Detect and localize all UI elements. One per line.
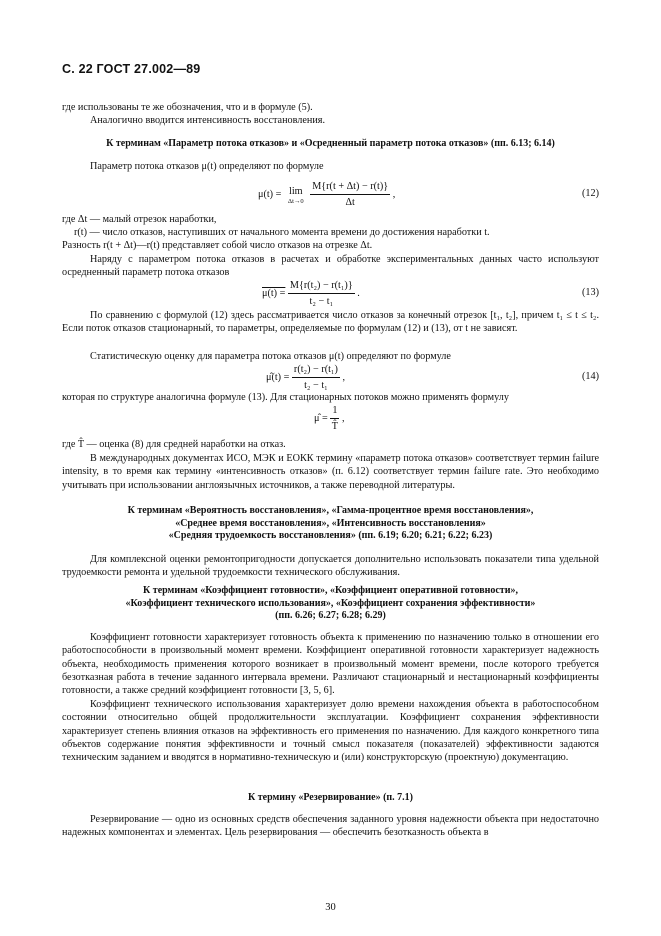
- paragraph-averaged: Наряду с параметром потока отказов в расчетах и обработке экспериментальных данных часто используют осредненный параметр потока отказов: [62, 254, 599, 279]
- formula-13-fraction: [288, 279, 355, 308]
- formula-stationary-numerator: 1: [330, 404, 339, 419]
- formula-14-denominator: t₂ − t₁: [304, 380, 328, 391]
- heading-availability-line-1: К терминам «Коэффициент готовности», «Коэффициент оперативной готовности»,: [143, 585, 518, 596]
- formula-14-fraction: [292, 363, 340, 392]
- page-number: 30: [325, 902, 336, 913]
- formula-13-lhs: μ(t) =: [262, 287, 286, 299]
- section-heading-flow: К терминам «Параметр потока отказов» и «Осредненный параметр потока отказов» (пп. 6.13; 6.14): [106, 138, 555, 149]
- limit-label: lim: [289, 185, 303, 197]
- section-heading-recovery: [62, 505, 599, 543]
- equation-number-14: (14): [582, 371, 599, 382]
- paragraph-repairability: Для комплексной оценки ремонтопригодности допускается дополнительно использовать показатели типа удельной трудоемкости ремонта и удельной трудоемкости технического обслуживания.: [62, 554, 599, 579]
- formula-12-punct: ,: [392, 188, 396, 200]
- intro-line-2: Аналогично вводится интенсивность восстановления.: [90, 115, 326, 126]
- paragraph-statistical: Статистическую оценку для параметра потока отказов μ(t) определяют по формуле: [90, 351, 451, 362]
- formula-14-lhs: μ̂(t) =: [266, 371, 290, 383]
- heading-availability-line-3: (пп. 6.26; 6.27; 6.28; 6.29): [275, 610, 386, 621]
- paragraph-structure: которая по структуре аналогична формуле (13). Для стационарных потоков можно применять формулу: [62, 392, 509, 403]
- formula-stationary-fraction: [330, 404, 339, 433]
- intro-line-1: где использованы те же обозначения, что и в формуле (5).: [62, 102, 313, 113]
- paragraph-availability: Коэффициент готовности характеризует готовность объекта к применению по назначению только в отношении его работоспособности в произвольный момент времени. Коэффициент оперативной готовности характеризует надежность объекта, необходимость применения которого возникает в произвольный момент времени, после которого требуется безотказная работа в течение заданного интервала времени. Различают стационарный и нестационарный коэффициенты готовности, а также средний коэффициент готовности [3, 5, 6].: [62, 632, 599, 697]
- formula-14: [266, 363, 345, 392]
- paragraph-redundancy: Резервирование — одно из основных средств обеспечения заданного уровня надежности объекта при недостаточно надежных компонентах и элементах. Цель резервирования — обеспечить безотказность объекта в: [62, 814, 599, 839]
- section-heading-availability: [62, 585, 599, 623]
- section-heading-redundancy: К термину «Резервирование» (п. 7.1): [247, 792, 414, 803]
- formula-14-punct: ,: [342, 371, 345, 383]
- heading-recovery-line-3: «Средняя трудоемкость восстановления» (пп. 6.19; 6.20; 6.21; 6.22; 6.23): [168, 530, 493, 541]
- where-line-1: где Δt — малый отрезок наработки,: [62, 214, 217, 225]
- where-line-4: где T̂ — оценка (8) для средней наработки на отказ.: [62, 439, 286, 450]
- formula-13-numerator: M{r(t₂) − r(t₁)}: [288, 279, 355, 294]
- where-line-2: r(t) — число отказов, наступивших от начального момента времени до достижения наработки t.: [74, 227, 490, 238]
- formula-12-numerator: M{r(t + Δt) − r(t)}: [310, 180, 390, 195]
- formula-stationary-lhs: μ̂ =: [314, 412, 328, 424]
- where-line-3: Разность r(t + Δt)—r(t) представляет собой число отказов на отрезке Δt.: [62, 240, 373, 251]
- equation-number-13: (13): [582, 287, 599, 298]
- formula-stationary: [314, 404, 345, 433]
- formula-14-numerator: r(t₂) − r(t₁): [292, 363, 340, 378]
- heading-availability-line-2: «Коэффициент технического использования», «Коэффициент сохранения эффективности»: [125, 597, 536, 609]
- heading-recovery-line-1: К терминам «Вероятность восстановления», «Гамма-процентное время восстановления»,: [127, 505, 534, 516]
- page-header: С. 22 ГОСТ 27.002—89: [62, 62, 201, 76]
- formula-12-lhs: μ(t) =: [258, 188, 282, 200]
- paragraph-technical-use: Коэффициент технического использования характеризует долю времени нахождения объекта в работоспособном состоянии относительно общей продолжительности эксплуатации. Коэффициент сохранения эффективности характеризует степень влияния отказов на эффективность его применения по назначению. Для каждого конкретного типа объектов содержание понятия эффективности и точный смысл показателя (показателей) эффективности задаются техническим заданием и вводятся в нормативно-техническую и (или) конструкторскую (проектную) документацию.: [62, 699, 599, 764]
- formula-12-denominator: Δt: [345, 197, 355, 208]
- paragraph-international: В международных документах ИСО, МЭК и ЕОКК термину «параметр потока отказов» соответствует термин failure intensity, в то время как термину «интенсивность отказов» (п. 6.12) соответствует термин failure rate. Это необходимо учитывать при использовании англоязычных источников, а также переводной литературы.: [62, 453, 599, 491]
- paragraph-compare: По сравнению с формулой (12) здесь рассматривается число отказов за конечный отрезок [t₁, t₂], причем t₁ ≤ t ≤ t₂. Если поток отказов стационарный, то параметры, определяемые по формулам (12) и (13), от t не зависят.: [62, 310, 599, 335]
- formula-12: [258, 180, 395, 209]
- formula-13-denominator: t₂ − t₁: [309, 296, 334, 307]
- formula-13: [262, 279, 360, 308]
- paragraph-mu-definition: Параметр потока отказов μ(t) определяют по формуле: [90, 161, 324, 172]
- limit-operator: [288, 185, 304, 205]
- formula-13-punct: .: [357, 287, 360, 299]
- formula-stationary-denominator: T̂: [331, 421, 338, 432]
- formula-stationary-punct: ,: [341, 412, 345, 424]
- limit-subscript: Δt→0: [287, 197, 304, 205]
- heading-recovery-line-2: «Среднее время восстановления», «Интенсивность восстановления»: [175, 517, 486, 529]
- equation-number-12: (12): [582, 188, 599, 199]
- formula-12-fraction: [310, 180, 390, 209]
